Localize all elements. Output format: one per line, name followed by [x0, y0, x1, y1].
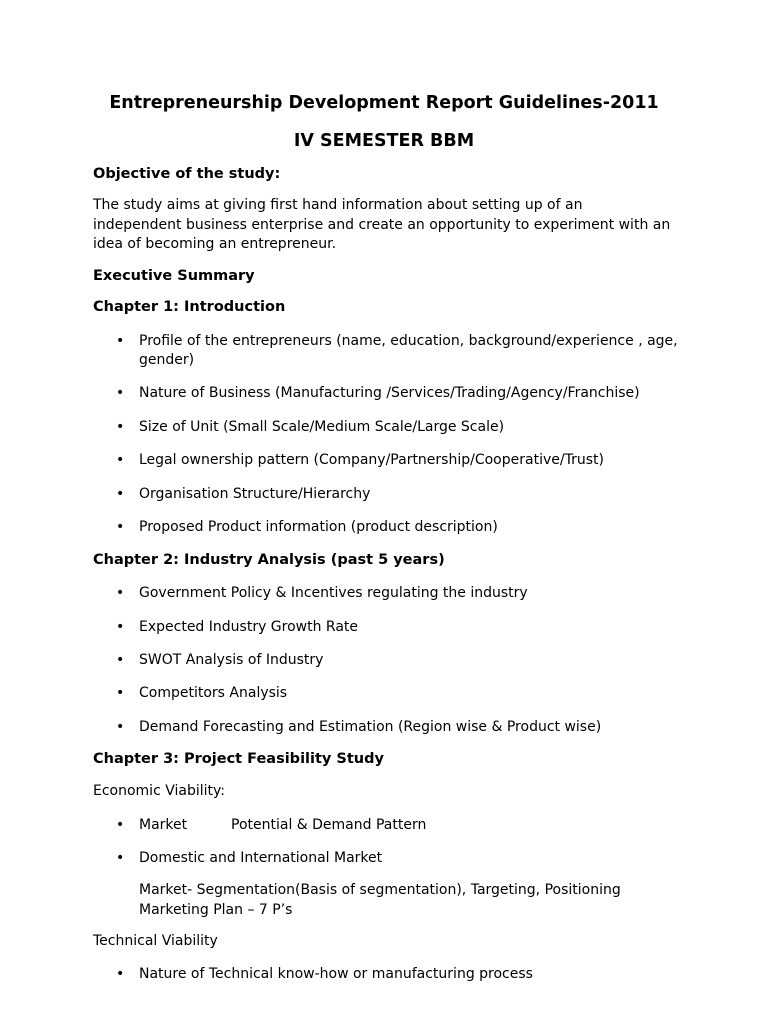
bullet-marker: •: [116, 966, 125, 982]
list-item: Size of Unit (Small Scale/Medium Scale/Large Scale): [139, 419, 505, 435]
list-item: Domestic and International Market: [139, 850, 383, 866]
bullet-marker: •: [116, 486, 125, 502]
technical-viability-label: Technical Viability: [93, 933, 218, 949]
executive-summary-heading: Executive Summary: [93, 268, 255, 284]
bullet-marker: •: [116, 419, 125, 435]
marketing-plan-line: Marketing Plan – 7 P’s: [139, 902, 293, 918]
document-subtitle: IV SEMESTER BBM: [293, 131, 475, 151]
bullet-marker: •: [116, 652, 125, 668]
list-item: Competitors Analysis: [139, 685, 288, 701]
document-title: Entrepreneurship Development Report Guidelines-2011: [109, 93, 659, 113]
list-item: Organisation Structure/Hierarchy: [139, 486, 371, 502]
list-item: Nature of Technical know-how or manufacturing process: [139, 966, 533, 982]
list-item: Expected Industry Growth Rate: [139, 619, 359, 635]
market-rest: Potential & Demand Pattern: [231, 817, 427, 833]
segmentation-line: Market- Segmentation(Basis of segmentation), Targeting, Positioning: [139, 882, 621, 898]
economic-viability-label: Economic Viability:: [93, 783, 225, 799]
chapter1-heading: Chapter 1: Introduction: [93, 299, 286, 315]
list-item: SWOT Analysis of Industry: [139, 652, 324, 668]
list-item: [139, 816, 426, 835]
bullet-marker: •: [116, 850, 125, 866]
bullet-marker: •: [116, 817, 125, 833]
chapter3-heading: Chapter 3: Project Feasibility Study: [93, 751, 384, 767]
list-item: Legal ownership pattern (Company/Partnership/Cooperative/Trust): [139, 452, 604, 468]
list-item: Nature of Business (Manufacturing /Services/Trading/Agency/Franchise): [139, 385, 640, 401]
bullet-marker: •: [116, 719, 125, 735]
bullet-marker: •: [116, 619, 125, 635]
bullet-marker: •: [116, 585, 125, 601]
bullet-marker: •: [116, 333, 125, 349]
list-item: Demand Forecasting and Estimation (Region wise & Product wise): [139, 719, 602, 735]
list-item: Profile of the entrepreneurs (name, education, background/experience , age, gender): [139, 333, 678, 368]
objective-heading: Objective of the study:: [93, 166, 281, 182]
bullet-marker: •: [116, 452, 125, 468]
list-item: Government Policy & Incentives regulating the industry: [139, 585, 528, 601]
market-word: Market: [139, 817, 188, 833]
objective-paragraph: The study aims at giving first hand information about setting up of an independent business enterprise and create an opportunity to experiment with an idea of becoming an entrepreneur.: [93, 197, 671, 252]
bullet-marker: •: [116, 519, 125, 535]
chapter2-heading: Chapter 2: Industry Analysis (past 5 years): [93, 552, 445, 568]
bullet-marker: •: [116, 385, 125, 401]
list-item: Proposed Product information (product description): [139, 519, 498, 535]
bullet-marker: •: [116, 685, 125, 701]
